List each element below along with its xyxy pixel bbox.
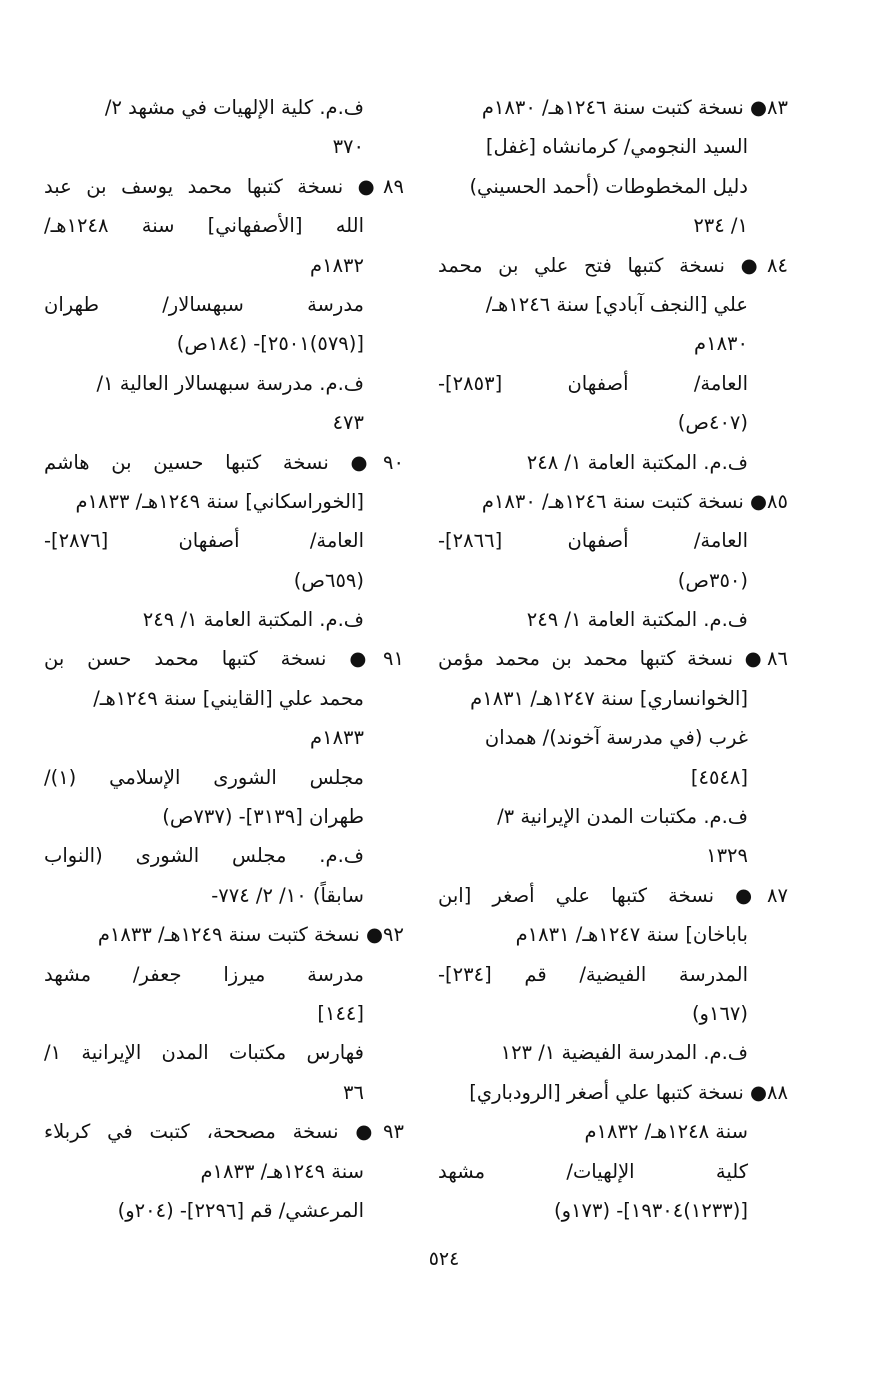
right-column	[438, 88, 788, 1230]
entry-line: كلية الإلهيات/ مشهد	[438, 1159, 748, 1183]
entry-line: محمد علي [القايني] سنة ١٢٤٩هـ/	[93, 686, 364, 710]
entry-line: [١٤٤]	[317, 1001, 364, 1025]
entry-line: ف.م. مدرسة سبهسالار العالية ١/	[96, 371, 364, 395]
entry-line: ١٨٣٣م	[310, 726, 364, 750]
entry-line: العامة/ أصفهان [٢٨٦٦]-	[438, 529, 748, 553]
entry-line: (٦٥٩ص)	[293, 568, 364, 592]
entry-line: [الخوراسكاني] سنة ١٢٤٩هـ/ ١٨٣٣م	[75, 489, 364, 513]
entry-line: غرب (في مدرسة آخوند)/ همدان	[484, 726, 748, 750]
entry-line: المرعشي/ قم [٢٢٩٦]- (٢٠٤و)	[117, 1198, 364, 1222]
entry-line: [٤٥٤٨]	[690, 765, 748, 789]
entry-line: ٣٧٠	[332, 135, 364, 159]
entry-line: مدرسة ميرزا جعفر/ مشهد	[44, 962, 364, 986]
entry-line: [(١٢٣٣)١٩٣٠٤]- (١٧٣و)	[553, 1198, 748, 1222]
entry-first-line: ٨٤● نسخة كتبها فتح علي بن محمد	[438, 253, 788, 277]
entry-line: باباخان] سنة ١٢٤٧هـ/ ١٨٣١م	[515, 923, 748, 947]
entry-first-line: ٨٥● نسخة كتبت سنة ١٢٤٦هـ/ ١٨٣٠م	[481, 489, 788, 513]
entry-line: ١/ ٢٣٤	[693, 214, 748, 238]
entry-first-line: ٨٣● نسخة كتبت سنة ١٢٤٦هـ/ ١٨٣٠م	[481, 96, 788, 119]
entry-line: ٤٧٣	[332, 411, 364, 435]
entry-line: السيد النجومي/ كرمانشاه [غفل]	[485, 135, 748, 159]
left-column	[44, 88, 404, 1230]
page-number: ٥٢٤	[428, 1248, 460, 1270]
entry-line: ١٣٢٩	[706, 844, 748, 868]
entry-line: ف.م. مكتبات المدن الإيرانية ٣/	[497, 805, 748, 829]
entry-line: سنة ١٢٤٨هـ/ ١٨٣٢م	[584, 1120, 748, 1144]
entry-line: ف.م. مجلس الشورى (النواب	[44, 844, 364, 868]
entry-line: مجلس الشورى الإسلامي (١)/	[44, 765, 364, 789]
entry-first-line: ٩٣● نسخة مصححة، كتبت في كربلاء	[44, 1120, 404, 1144]
entry-first-line: ٨٧● نسخة كتبها علي أصغر [ابن	[438, 883, 788, 907]
entry-line: علي [النجف آبادي] سنة ١٢٤٦هـ/	[485, 292, 748, 316]
entry-line: ف.م. المدرسة الفيضية ١/ ١٢٣	[500, 1041, 748, 1065]
entry-line: [الخوانساري] سنة ١٢٤٧هـ/ ١٨٣١م	[470, 686, 748, 710]
entry-line: دليل المخطوطات (أحمد الحسيني)	[469, 174, 748, 198]
entry-first-line: ٨٨● نسخة كتبها علي أصغر [الرودباري]	[469, 1080, 788, 1104]
entry-first-line: ٨٦● نسخة كتبها محمد بن محمد مؤمن	[438, 647, 788, 671]
entry-first-line: ٩١● نسخة كتبها محمد حسن بن	[44, 647, 404, 671]
entry-line: ١٨٣٠م	[694, 332, 748, 356]
entry-line: (١٦٧و)	[691, 1001, 748, 1025]
entry-line: ف.م. المكتبة العامة ١/ ٢٤٩	[526, 608, 748, 632]
entry-first-line: ٩٢● نسخة كتبت سنة ١٢٤٩هـ/ ١٨٣٣م	[97, 923, 404, 947]
entry-first-line: ٩٠● نسخة كتبها حسين بن هاشم	[44, 450, 404, 474]
entry-line: سنة ١٢٤٩هـ/ ١٨٣٣م	[200, 1159, 364, 1183]
entry-line: الله [الأصفهاني] سنة ١٢٤٨هـ/	[44, 214, 364, 238]
entry-line: ف.م. كلية الإلهيات في مشهد ٢/	[104, 96, 364, 119]
entry-line: (٤٠٧ص)	[677, 411, 748, 435]
entry-line: المدرسة الفيضية/ قم [٢٣٤]-	[438, 962, 748, 986]
entry-first-line: ٨٩● نسخة كتبها محمد يوسف بن عبد	[44, 174, 404, 198]
entry-line: ف.م. المكتبة العامة ١/ ٢٤٩	[142, 608, 364, 632]
entry-line: (٣٥٠ص)	[677, 568, 748, 592]
entry-line: العامة/ أصفهان [٢٨٧٦]-	[44, 529, 364, 553]
entry-line: مدرسة سبهسالار/ طهران	[44, 292, 364, 316]
entry-line: طهران [٣١٣٩]- (٧٣٧ص)	[162, 805, 364, 829]
entry-line: فهارس مكتبات المدن الإيرانية ١/	[44, 1041, 364, 1065]
entry-line: سابقاً) ١٠/ ٢/ ٧٧٤-	[211, 883, 364, 907]
entry-line: العامة/ أصفهان [٢٨٥٣]-	[438, 371, 748, 395]
entry-line: ١٨٣٢م	[310, 253, 364, 277]
entry-line: ف.م. المكتبة العامة ١/ ٢٤٨	[526, 450, 748, 474]
entry-line: ٣٦	[343, 1080, 364, 1104]
entry-line: [(٥٧٩)٢٥٠١]- (١٨٤ص)	[176, 332, 364, 356]
